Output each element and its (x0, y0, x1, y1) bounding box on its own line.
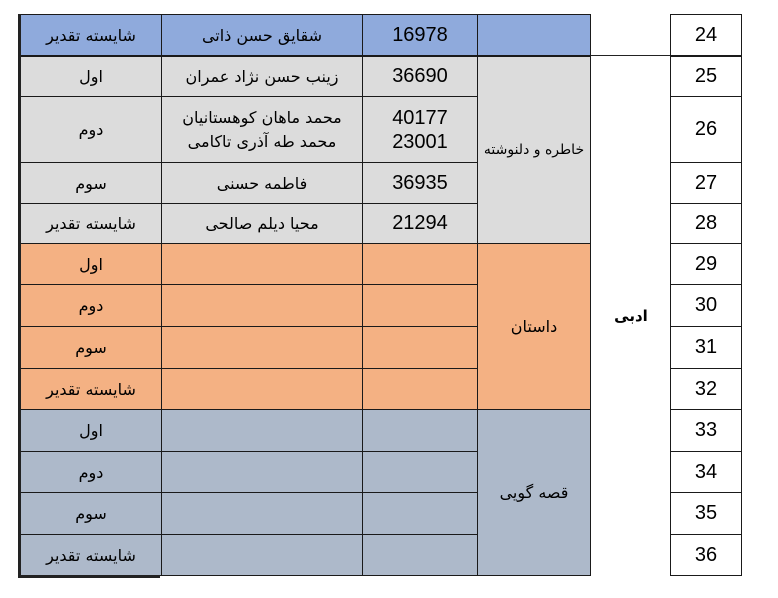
table-bottom-edge (18, 575, 160, 578)
name-cell: فاطمه حسنی (161, 162, 363, 204)
name-cell (161, 409, 363, 452)
table-left-edge (18, 14, 21, 577)
rank-cell: اول (20, 243, 162, 285)
rank-cell: دوم (20, 451, 162, 493)
rank-cell: اول (20, 56, 162, 97)
section-label-memoir: خاطره و دلنوشته (477, 56, 591, 244)
code-line-2: 23001 (392, 130, 448, 153)
category-label: ادبی (614, 307, 648, 325)
name-cell (161, 284, 363, 327)
category-divider (591, 55, 671, 56)
name-cell: زینب حسن نژاد عمران (161, 56, 363, 97)
code-cell (362, 96, 478, 163)
section-label-storytelling: قصه گویی (477, 409, 591, 576)
code-cell: 16978 (362, 14, 478, 56)
row-number: 36 (670, 534, 742, 576)
name-cell (161, 326, 363, 369)
row-number: 26 (670, 96, 742, 163)
rank-cell: اول (20, 409, 162, 452)
row-number: 34 (670, 451, 742, 493)
rank-cell: شایسته تقدیر (20, 368, 162, 410)
code-cell (362, 451, 478, 493)
row-number: 24 (670, 14, 742, 56)
code-cell (362, 534, 478, 576)
row-number: 31 (670, 326, 742, 369)
section-cell (477, 14, 591, 56)
name-cell (161, 96, 363, 163)
row-number: 29 (670, 243, 742, 285)
code-cell (362, 409, 478, 452)
row-number: 35 (670, 492, 742, 535)
code-cell (362, 326, 478, 369)
rank-cell: شایسته تقدیر (20, 534, 162, 576)
code-cell (362, 368, 478, 410)
rank-cell: دوم (20, 284, 162, 327)
code-line-1: 40177 (392, 106, 448, 129)
row-number: 28 (670, 203, 742, 244)
rank-cell: سوم (20, 326, 162, 369)
section-label-story: داستان (477, 243, 591, 410)
name-cell (161, 368, 363, 410)
rank-cell: سوم (20, 492, 162, 535)
rank-cell: شایسته تقدیر (20, 14, 162, 56)
code-cell (362, 492, 478, 535)
code-cell: 36690 (362, 56, 478, 97)
name-cell (161, 492, 363, 535)
name-cell (161, 243, 363, 285)
name-cell (161, 451, 363, 493)
category-cell-top (590, 14, 671, 56)
code-cell (362, 284, 478, 327)
code-cell (362, 243, 478, 285)
name-cell (161, 534, 363, 576)
row-number: 25 (670, 56, 742, 97)
name-cell: محیا دیلم صالحی (161, 203, 363, 244)
rank-cell: دوم (20, 96, 162, 163)
row-number: 30 (670, 284, 742, 327)
category-cell (590, 56, 671, 576)
code-cell: 36935 (362, 162, 478, 204)
name-line-2: محمد طه آذری تاکامی (187, 131, 337, 151)
code-cell: 21294 (362, 203, 478, 244)
row-number: 32 (670, 368, 742, 410)
name-line-1: محمد ماهان کوهستانیان (182, 107, 342, 127)
name-cell: شقایق حسن ذاتی (161, 14, 363, 56)
row-number: 33 (670, 409, 742, 452)
rank-cell: سوم (20, 162, 162, 204)
rank-cell: شایسته تقدیر (20, 203, 162, 244)
row-number: 27 (670, 162, 742, 204)
